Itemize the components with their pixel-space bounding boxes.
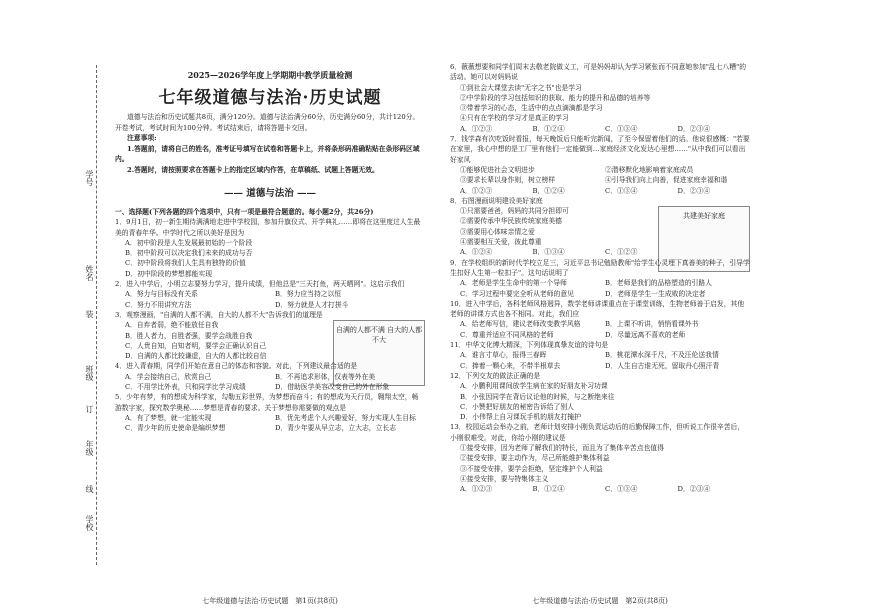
option: C．小赞把好朋友的秘密告诉给了别人: [460, 402, 574, 411]
option: B．初中阶段可以决定我们未来的成功与否: [125, 249, 253, 258]
option: B．老师是我们的品格塑造的引路人: [605, 279, 712, 288]
question-stem: 10．进入中学后，各科老师风格迥异，数学老师讲课重点在于课堂训练，生物老师善于启发，其他老师的讲课方式也各不相同。对此，我们应: [450, 299, 745, 319]
option: A．谁言寸草心，报得三春晖: [460, 351, 547, 360]
option-row: [115, 382, 425, 392]
question: [450, 422, 750, 494]
option: A．自弃者弱，绝不能放任自我: [125, 321, 219, 330]
student-id-label: 学号: [85, 170, 94, 186]
question: [115, 279, 425, 310]
cartoon-caption: 共建美好家庭: [683, 211, 725, 220]
answer-option: D．②③④: [677, 186, 711, 195]
notice-title: 注意事项:: [127, 134, 157, 142]
question: [450, 299, 750, 340]
answer-option: B．①②④: [532, 485, 565, 494]
question: [115, 392, 425, 433]
question-stem: 1．9月1日，初一新生期待满满地走进中学校园，参加升旗仪式、开学典礼……即将在这里度过人生最美的青春年华。中学时代之所以美好是因为: [115, 218, 421, 237]
question: [115, 310, 425, 361]
option: ①能够促进社会文明进步: [460, 165, 535, 174]
cartoon-caption: 自满的人都不满 自大的人都不大: [335, 325, 423, 344]
answer-option: C．①③④: [605, 124, 638, 133]
page-footer: 七年级道德与法治·历史试题 第2页(共8页): [532, 597, 668, 605]
option: ④需要相互关爱，彼此尊重: [460, 238, 542, 247]
option: ②潜移默化地影响着家庭成员: [605, 165, 694, 174]
name-label: 姓名: [85, 265, 94, 281]
option: A．小鹏利用课间放学生病在家的好朋友补习功课: [460, 382, 608, 391]
option: B．不再追求形体，仅表等外在美: [275, 372, 376, 381]
question-stem: 2．进入中学后，小明立志要努力学习，提升成绩，但他总是"三天打鱼，两天晒网"。这启示我们: [115, 280, 405, 289]
answer-row: [450, 186, 750, 196]
option: ②接受安排，要主动作为，尽己所能维护集体利益: [460, 454, 610, 463]
option: B．桃花潭水深千尺，不及汪伦送我情: [605, 351, 719, 360]
option: A．学会接纳自己，欣赏自己: [125, 372, 212, 381]
exam-subtitle: 2025—2026学年度上学期期中教学质量检测: [187, 70, 353, 80]
class-label: 班级: [85, 365, 94, 381]
answer-option: A．①②③: [460, 186, 493, 195]
option-row: [450, 361, 750, 371]
option-row: [450, 289, 750, 299]
option: C．青少年的历史使命是编织梦想: [125, 424, 226, 433]
question: [450, 62, 750, 134]
option: C．捧着一颗心来，不带半根草去: [460, 361, 561, 370]
option-row: [115, 423, 425, 433]
question-stem: 9．在学校组织的新时代学校立足三，习近平总书记勉励教师"给学生心灵埋下真善美的种子，引导学生扣好人生第一粒扣子"。这句话说明了: [450, 258, 750, 277]
answer-option: D．②③④: [677, 485, 711, 494]
exam-intro: 道德与法治和历史试题共8页，满分120分。道德与法治满分60分，历史满分60分，共计120分。开卷考试，考试时间为100分钟。考试结束后，请将答题卡交回。: [115, 113, 420, 132]
answer-row: [450, 124, 750, 134]
option: ③带着学习的心态，生活中的点点滴滴都是学习: [460, 104, 603, 113]
option-row: [115, 289, 425, 299]
question: [115, 217, 425, 279]
bind-mark-1: 装: [85, 310, 94, 318]
bind-mark-2: 订: [85, 405, 94, 413]
answer-row: [450, 484, 750, 494]
question: [450, 134, 750, 196]
option: C．人贵自知，自知者明，要学会正确认识自己: [125, 341, 267, 350]
binding-margin: [82, 65, 112, 565]
option: D．借助医学美容改变自己的外在形象: [275, 383, 390, 392]
notice-1: 1.答题前，请将自己的姓名，准考证号填写在试卷和答题卡上，并将条形码准确粘贴在条形码区域内。: [115, 144, 420, 163]
option: D．老师是学生一生成败的决定者: [605, 289, 706, 298]
page2-questions: [450, 62, 750, 494]
option: B．胜人者力，自胜者强，要学会战胜自我: [125, 331, 253, 340]
option: C．努力不用讲究方法: [125, 300, 192, 309]
option: ④接受安排，要与特集体主义: [460, 474, 549, 483]
answer-option: B．①②④: [532, 124, 565, 133]
option-row: [450, 319, 750, 329]
option: D．人生自古谁无死，留取丹心照汗青: [605, 361, 720, 370]
option: A．努力与目标没有关系: [125, 290, 198, 299]
option: ③需要用心体味亲情之爱: [460, 227, 535, 236]
option: A．有了梦想，就一定能实现: [125, 413, 212, 422]
page-2: [450, 62, 750, 605]
question-stem: 5．少年有梦，有的想成为科学家，勾勒五彩世界，为梦想而奋斗；有的想成为天行员，翱翔太空，畅游数字家，探究数学奥秘……梦想是青春的要求。关于梦想你需要做的观点是: [115, 393, 419, 412]
option-row: [115, 372, 425, 382]
part-heading: 一、选择题(下列各题的四个选项中，只有一项是最符合题意的。每小题2分，共26分): [115, 208, 374, 216]
option-row: [450, 278, 750, 288]
question: [450, 196, 750, 258]
grade-label: 年级: [85, 440, 94, 456]
option-row: [115, 413, 425, 423]
option: ②需要传承中华民族传统家庭美德: [460, 217, 562, 226]
question-stem: 8．右图漫画说明建设美好家庭: [450, 196, 543, 205]
answer-option: A．①②③: [460, 124, 493, 133]
option: C．学习过程中要完全听从老师的意见: [460, 289, 574, 298]
option: ①到社会大课堂去读"无字之书"也是学习: [460, 83, 582, 92]
option: B．小张因同学在背后议论他的时候，与之断绝来往: [460, 392, 615, 401]
option: ①只需要爸爸，妈妈的共同分担即可: [460, 207, 569, 216]
question: [115, 361, 425, 392]
answer-option: B．①③④: [532, 248, 565, 257]
option-row: [450, 165, 750, 175]
page-1: [115, 62, 425, 605]
option: D．青少年要从早立志，立大志，立长志: [275, 424, 396, 433]
binding-line: [96, 65, 97, 565]
option: D．努力就是人才打拼斗: [275, 300, 349, 309]
answer-option: C．①③④: [605, 186, 638, 195]
option: ③不接受安排，要学会拒绝，坚定维护个人利益: [460, 464, 603, 473]
page1-questions: [115, 217, 425, 433]
bind-mark-3: 线: [85, 485, 94, 493]
question-stem: 13．校园运动会举办之前，老师计划安排小刚负责运动后的后勤保障工作，但听说工作很辛苦后，小刚很难受。对此，你给小刚的建议是: [450, 423, 745, 442]
option: D．自满的人都比较谦虚，自大的人都比较自信: [125, 352, 267, 361]
option: ①接受安排，因为老师了解我们的特长，而且为了集体辛苦点也值得: [460, 443, 664, 452]
question-stem: 3．观察漫画，"自满的人都不满，自大的人都不大"告诉我们的道理是: [115, 310, 323, 319]
option-row: [450, 175, 750, 185]
answer-option: C．①②③: [605, 248, 638, 257]
option: C．不用学比外表，只和同学比学习成绩: [125, 383, 246, 392]
option: D．小伟帮上自习课玩手机的朋友打掩护: [460, 413, 581, 422]
option: ②中学阶段的学习包括知识的获取、能力的提升和品德的培养等: [460, 93, 651, 102]
question-stem: 12．下列交友的做法正确的是: [450, 371, 541, 380]
option-row: [450, 330, 750, 340]
option: C．初中阶段将我们人生具有独特的价值: [125, 259, 246, 268]
page-footer: 七年级道德与法治·历史试题 第1页(共8页): [202, 597, 338, 605]
option: ④引导我们向上向善，促进家庭幸福和谐: [605, 176, 728, 185]
exam-title: 七年级道德与法治·历史试题: [158, 88, 382, 108]
option: C．尊重并适应不同风格的老师: [460, 330, 554, 339]
option: ④只有在学校的学习才是真正的学习: [460, 114, 569, 123]
answer-option: B．①②④: [532, 186, 565, 195]
option: B．上课不听讲，悄悄看课外书: [605, 320, 699, 329]
option: B．优先考虑个人兴趣爱好，努力实现人生目标: [275, 413, 416, 422]
school-label: 学校: [85, 515, 94, 531]
option: B．努力应当持之以恒: [275, 290, 342, 299]
question-stem: 4．进入青春期，同学们开始在意自己的体态和容貌。对此，下列建议最合适的是: [115, 362, 358, 371]
question-stem: 7．钱学森有次吃饭时看报，每天晚饭后只能听完新闻，了至今保留着他们的话。他说很感慨："若要在家里，我心中想的是工厂里有他们一定能做到…家庭经济文化发达心里想……"从中我们可以看出好家风: [450, 135, 750, 164]
section-title: —— 道德与法治 ——: [223, 188, 317, 199]
question: [450, 340, 750, 371]
option: A．初中阶段是人生发展最初始的一个阶段: [125, 238, 253, 247]
question: [450, 258, 750, 299]
option-row: [115, 300, 425, 310]
option-row: [450, 350, 750, 360]
option: A．老师是学生生命中的第一个导师: [460, 279, 567, 288]
option: D．尽量远离不喜欢的老师: [605, 330, 686, 339]
question-stem: 11．中华文化博大精深，下列体现真挚友谊的诗句是: [450, 341, 609, 350]
answer-option: D．②③④: [677, 124, 711, 133]
answer-option: A．①②③: [460, 485, 493, 494]
notice-2: 2.答题时，请按照要求在答题卡上的指定区域内作答，在草稿纸、试题上答题无效。: [127, 165, 379, 174]
question: [450, 371, 750, 422]
question-stem: 6．薇薇想要和同学们周末去敬老院做义工，可是妈妈却认为学习紧张而不同意她参加"乱七八糟"的活动。她可以对妈妈说: [450, 63, 747, 82]
answer-option: A．①②④: [460, 248, 493, 257]
option: A．给老师写信，建议老师改变教学风格: [460, 320, 581, 329]
answer-option: C．①③④: [605, 485, 638, 494]
option: D．初中阶段的梦想都能实现: [125, 269, 213, 278]
option: ③要求长辈以身作则，树立榜样: [460, 176, 556, 185]
